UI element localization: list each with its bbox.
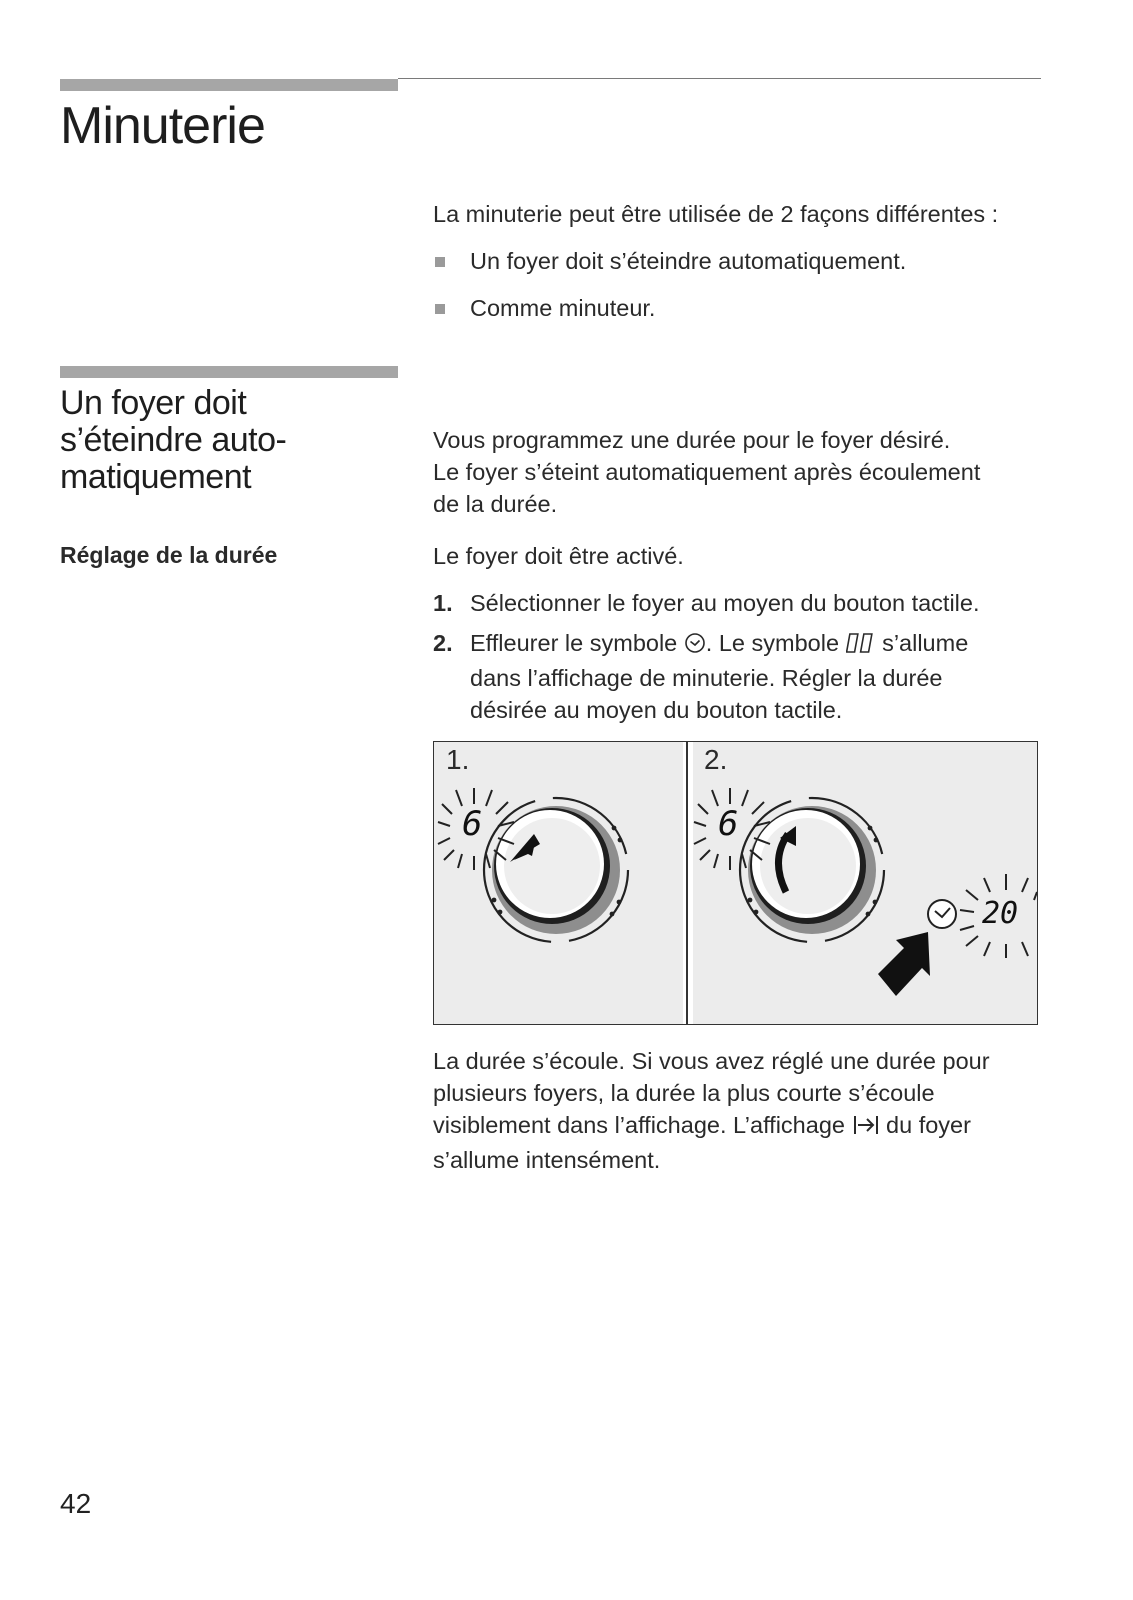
panel-1-label: 1. [446,744,470,775]
subsection-heading: Un foyer doit s’éteindre auto- matiquement [60,384,287,496]
page-title: Minuterie [60,97,265,155]
bullet-square-icon [435,304,445,314]
header-bar [60,79,398,91]
setting-heading: Réglage de la durée [60,542,278,568]
control-knob-icon [484,798,628,942]
result-text: La durée s’écoule. Si vous avez réglé une durée pour plusieurs foyers, la durée la plus courte s’écoule visiblement dans l’affichage. L’affichage du foyer s’allume intensément. [433,1048,990,1173]
page-number: 42 [60,1488,92,1519]
press-arrow-icon [878,932,930,996]
panel-2-label: 2. [704,744,728,775]
auto-off-arrow-icon [852,1112,880,1144]
instruction-figure [433,741,1038,1025]
timer-digits: 20 [982,896,1019,931]
bullet-square-icon [435,257,445,267]
subsection-bar [60,366,398,378]
double-zero-display-icon [846,630,876,662]
intro-text: La minuterie peut être utilisée de 2 façons différentes : [433,201,999,227]
precondition-text: Le foyer doit être activé. [433,543,684,569]
timer-clock-icon [684,630,706,662]
level-digit: 6 [462,804,483,844]
control-knob-icon [740,798,884,942]
subsection-description: Vous programmez une durée pour le foyer désiré. Le foyer s’éteint automatiquement après écoulement de la durée. [433,427,981,517]
timer-clock-icon [928,900,956,928]
header-rule [398,78,1041,79]
level-digit: 6 [718,804,739,844]
